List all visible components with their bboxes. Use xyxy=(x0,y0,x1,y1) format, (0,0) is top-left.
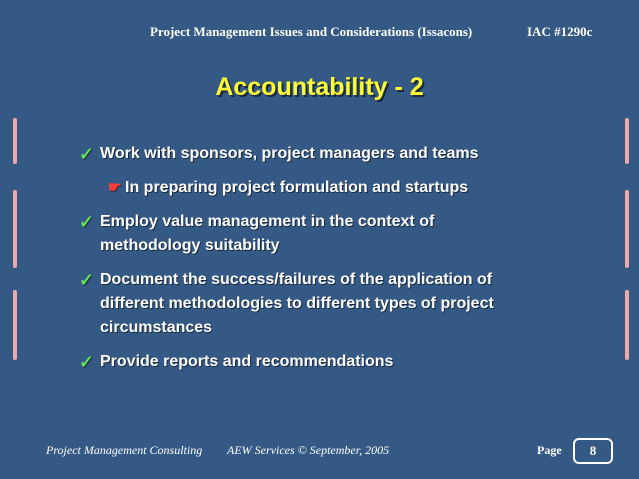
right-decor-bar xyxy=(625,118,629,164)
bullet-text: Employ value management in the context of methodology suitability xyxy=(100,213,435,254)
header-code: IAC #1290c xyxy=(527,24,593,39)
left-decor-bar xyxy=(13,118,17,164)
check-icon: ✓ xyxy=(79,270,95,290)
slide-title: Accountability - 2 xyxy=(215,73,424,101)
right-decor-bar xyxy=(625,190,629,268)
pointing-hand-icon: ☛ xyxy=(108,179,122,196)
footer-company: Project Management Consulting xyxy=(46,443,203,457)
bullet-item xyxy=(79,142,560,166)
page-label: Page xyxy=(537,443,562,457)
slide-header xyxy=(0,22,639,42)
bullet-text: Work with sponsors, project managers and teams xyxy=(100,145,479,162)
check-icon: ✓ xyxy=(79,144,95,164)
footer-credit: AEW Services © September, 2005 xyxy=(227,443,390,457)
header-title: Project Management Issues and Considerations (Issacons) xyxy=(150,24,473,39)
check-icon: ✓ xyxy=(79,352,95,372)
bullet-item xyxy=(79,268,552,340)
slide-footer xyxy=(0,438,639,468)
bullet-text: Provide reports and recommendations xyxy=(100,353,394,370)
left-decor-bar xyxy=(13,190,17,268)
sub-bullet-item xyxy=(108,176,585,200)
right-decor-bar xyxy=(625,290,629,360)
bullet-text: Document the success/failures of the application of different methodologies to different types of project circumstances xyxy=(100,271,494,336)
bullet-item xyxy=(79,210,500,258)
page-number-badge: 8 xyxy=(573,438,613,464)
sub-bullet-text: In preparing project formulation and startups xyxy=(125,179,469,196)
bullet-item xyxy=(79,350,560,374)
left-decor-bar xyxy=(13,290,17,360)
check-icon: ✓ xyxy=(79,212,95,232)
